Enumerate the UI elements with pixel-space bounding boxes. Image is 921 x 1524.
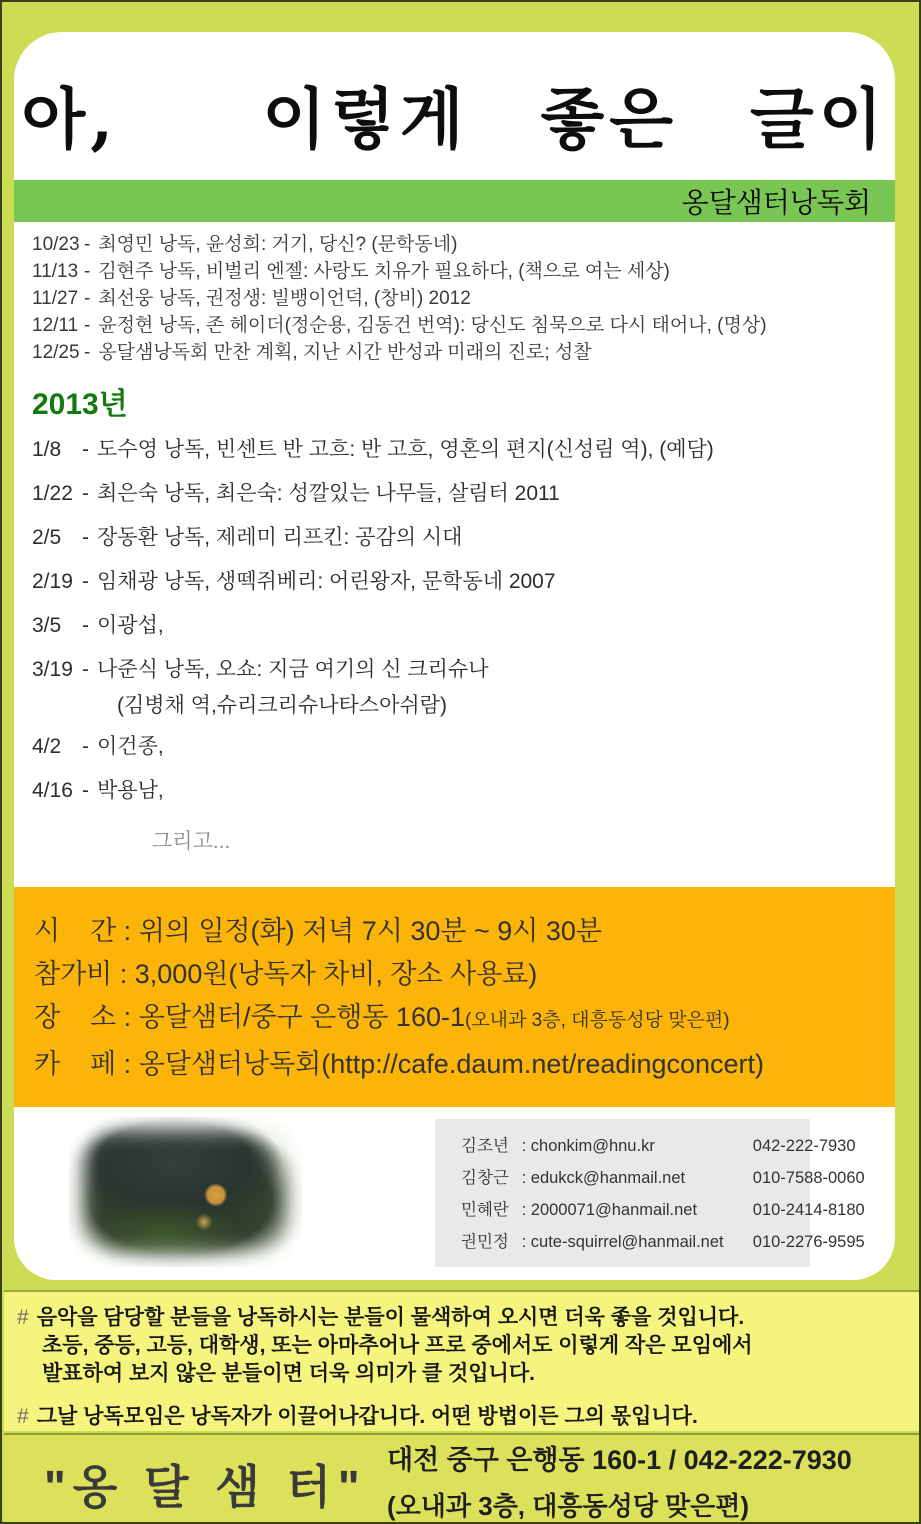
dash: - [82,735,89,758]
contact-phone: 010-7588-0060 [752,1169,865,1187]
schedule-2012-list [14,222,895,366]
schedule-row [32,472,895,516]
event-description: 최은숙 낭독, 최은숙: 성깔있는 나무들, 살림터 2011 [97,482,560,505]
contact-email: 2000071@hanmail.net [530,1201,698,1219]
contact-row [461,1130,856,1162]
event-description: 나준식 낭독, 오쇼: 지금 여기의 신 크리슈나 [97,658,489,681]
event-date: 10/23 [32,234,80,255]
event-description-block [97,648,489,725]
dash: - [84,261,91,282]
event-date: 3/19 [32,658,73,681]
title-area [14,32,895,180]
contact-area [14,1107,895,1280]
hash-mark: # [17,1405,29,1428]
event-description: 임채광 낭독, 생떽쥐베리: 어린왕자, 문학동네 2007 [97,570,556,593]
club-name: 옹달샘터낭독회 [681,187,871,218]
contact-email: chonkim@hnu.kr [530,1137,655,1155]
contact-row [461,1194,865,1226]
schedule-row [32,648,895,725]
event-date: 11/27 [32,288,79,309]
contact-phone: 042-222-7930 [752,1137,856,1155]
schedule-row [32,312,895,339]
dash: - [84,288,91,309]
event-description: 최영민 낭독, 윤성희: 거기, 당신? (문학동네) [98,234,458,255]
note-line: 발표하여 보지 않은 분들이면 더욱 의미가 클 것입니다. [42,1362,535,1385]
contact-name: 민혜란 [461,1201,509,1219]
dash: - [84,234,91,255]
schedule-row [32,339,895,366]
info-label: 장 소 [34,1002,117,1032]
note-line [17,1304,921,1332]
event-date: 12/25 [32,342,80,363]
event-description: 최선웅 낭독, 권정생: 빌뱅이언덕, (창비) 2012 [98,288,471,309]
event-date: 3/5 [32,614,62,637]
hash-mark: # [17,1306,29,1329]
dash: - [82,526,89,549]
address-line-1: 대전 중구 은행동 160-1 / 042-222-7930 [387,1445,852,1475]
schedule-row [32,604,895,648]
note-line: 초등, 중등, 고등, 대학생, 또는 아마추어나 프로 중에서도 이렇게 작은 모임에서 [42,1334,753,1357]
event-date: 1/22 [32,482,73,505]
schedule-row [32,516,895,560]
note-text: 음악을 담당할 분들을 낭독하시는 분들이 물색하여 오시면 더욱 좋을 것입니다. [36,1306,745,1329]
contact-name: 권민정 [461,1233,509,1251]
schedule-row [32,725,895,769]
colon: : [517,1169,531,1187]
event-date: 2/19 [32,570,73,593]
notes-section [4,1290,921,1431]
dash: - [82,779,89,802]
brand-name: "옹 달 샘 터" [44,1461,367,1513]
info-row-place [34,999,895,1039]
event-description: 이건종, [97,735,164,758]
colon: : [112,959,135,989]
colon: : [116,1049,139,1079]
footer-banner [4,1433,921,1524]
year-2013-header: 2013년 [32,388,128,421]
contact-list [435,1119,865,1267]
colon: : [116,1002,139,1032]
info-value: 옹달샘터/중구 은행동 160-1 [138,1002,465,1032]
contact-name: 김조년 [461,1137,509,1155]
info-label: 참가비 [34,959,113,989]
dash: - [82,570,89,593]
event-date: 12/11 [32,315,79,336]
event-date: 4/2 [32,735,62,758]
dash: - [84,342,91,363]
contact-phone: 010-2276-9595 [752,1233,865,1251]
dash: - [82,438,89,461]
colon: : [517,1201,531,1219]
contact-phone: 010-2414-8180 [752,1201,865,1219]
schedule-row [32,560,895,604]
dash: - [82,614,89,637]
contact-email: edukck@hanmail.net [530,1169,686,1187]
info-row-fee [34,956,895,992]
colon: : [517,1233,531,1251]
event-description: 김현주 낭독, 비벌리 엔젤: 사랑도 치유가 필요하다, (책으로 여는 세상) [98,261,670,282]
note-text: 그날 낭독모임은 낭독자가 이끌어나갑니다. 어떤 방법이든 그의 몫입니다. [36,1405,698,1428]
schedule-row [32,231,895,258]
event-description: 옹달샘낭독회 만찬 계획, 지난 시간 반성과 미래의 진로; 성찰 [98,342,592,363]
note-line [17,1403,921,1431]
dash: - [82,658,89,681]
and-more-text: 그리고... [152,830,231,853]
event-description-continued: (김병채 역,슈리크리슈나타스아쉬람) [117,694,447,717]
footer-address [387,1443,915,1523]
cafe-url-text: 옹달샘터낭독회(http://cafe.daum.net/readingconcert) [138,1049,765,1079]
event-description: 도수영 낭독, 빈센트 반 고흐: 반 고흐, 영혼의 편지(신성림 역), (예담) [97,438,714,461]
colon: : [517,1137,531,1155]
contact-name: 김창근 [461,1169,509,1187]
info-row-time [34,913,895,949]
event-date: 4/16 [32,779,73,802]
dash: - [82,482,89,505]
meeting-info-box [14,887,895,1107]
info-value: 위의 일정(화) 저녁 7시 30분 ~ 9시 30분 [138,916,602,946]
event-description: 이광섭, [97,614,164,637]
spring-well-photo [69,1117,302,1267]
club-name-bar [14,180,895,222]
schedule-row [32,428,895,472]
event-date: 11/13 [32,261,79,282]
main-card [14,32,895,1280]
info-value: 3,000원(낭독자 차비, 장소 사용료) [134,959,538,989]
event-date: 2/5 [32,526,62,549]
contact-email: cute-squirrel@hanmail.net [530,1233,724,1251]
schedule-2013-list [14,423,895,855]
event-date: 1/8 [32,438,62,461]
event-description: 장동환 낭독, 제레미 리프킨: 공감의 시대 [97,526,463,549]
info-label: 시 간 [34,916,117,946]
poster-title: 아, 이렇게 좋은 글이 [21,79,888,158]
contact-row [461,1226,865,1258]
info-row-cafe [34,1046,895,1082]
dash: - [84,315,91,336]
address-line-2: (오내과 3층, 대흥동성당 맞은편) [387,1491,750,1521]
info-label: 카 페 [34,1049,117,1079]
event-description: 박용남, [97,779,164,802]
schedule-row [32,285,895,312]
schedule-row [32,258,895,285]
contact-row [461,1162,865,1194]
event-description: 윤정현 낭독, 존 헤이더(정순용, 김동건 번역): 당신도 침묵으로 다시 태어나, (명상) [98,315,767,336]
schedule-row [32,769,895,813]
colon: : [116,916,139,946]
info-value-small: (오내과 3층, 대흥동성당 맞은편) [465,1010,730,1031]
